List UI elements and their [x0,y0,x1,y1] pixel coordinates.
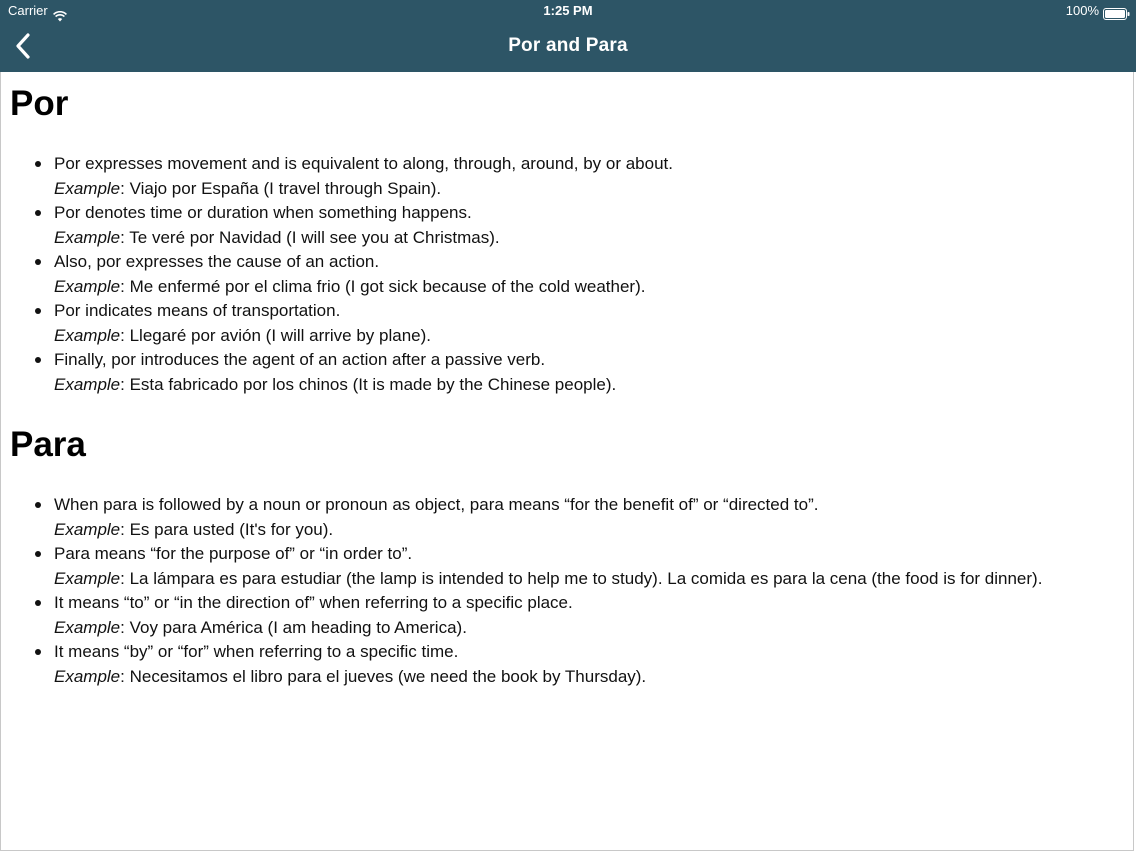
header [0,0,1136,72]
clock: 1:25 PM [543,3,593,18]
navigation-bar [0,22,1136,72]
example-label: Example [54,374,121,394]
list-item [1,348,1133,397]
example-label: Example [54,519,121,539]
list-item [1,201,1133,250]
example-text: : Me enfermé por el clima frio (I got sick because of the cold weather). [120,276,646,296]
rule-text: Por expresses movement and is equivalent to along, through, around, by or about. [54,154,673,173]
rule-text: Por denotes time or duration when something happens. [54,203,472,222]
example-text: : Esta fabricado por los chinos (It is made by the Chinese people). [120,374,617,394]
example-label: Example [54,617,121,637]
battery-group [1066,0,1130,22]
rule-text: When para is followed by a noun or pronoun as object, para means “for the benefit of” or “directed to”. [54,495,819,514]
example-label: Example [54,276,121,296]
status-bar [0,0,1136,22]
rule-text: It means “by” or “for” when referring to a specific time. [54,642,459,661]
section-para [1,397,1133,689]
example-text: : Es para usted (It's for you). [120,519,334,539]
example-label: Example [54,178,121,198]
section-por [1,72,1133,397]
example-label: Example [54,568,121,588]
list-item [1,299,1133,348]
example-label: Example [54,666,121,686]
example-text: : Voy para América (I am heading to America). [120,617,467,637]
example-line [54,373,1133,398]
example-line [54,518,1133,543]
example-text: : Viajo por España (I travel through Spain). [120,178,442,198]
example-text: : Necesitamos el libro para el jueves (we need the book by Thursday). [120,666,647,686]
rule-text: Por indicates means of transportation. [54,301,341,320]
example-line [54,665,1133,690]
example-line [54,616,1133,641]
battery-percent: 100% [1065,3,1099,18]
example-label: Example [54,325,121,345]
example-line [54,226,1133,251]
list-item [1,591,1133,640]
carrier-label: Carrier [8,3,48,18]
rule-text: Para means “for the purpose of” or “in order to”. [54,544,413,563]
example-text: : La lámpara es para estudiar (the lamp is intended to help me to study). La comida es para la cena (the food is for dinner). [120,568,1043,588]
section-heading-por: Por [10,84,69,123]
example-line [54,275,1133,300]
example-text: : Llegaré por avión (I will arrive by plane). [120,325,432,345]
example-line [54,567,1133,592]
list-item [1,542,1133,591]
example-line [54,177,1133,202]
example-text: : Te veré por Navidad (I will see you at Christmas). [120,227,500,247]
list-item [1,493,1133,542]
rule-text: Also, por expresses the cause of an action. [54,252,380,271]
content-area [0,72,1134,851]
para-list [1,493,1133,689]
por-list [1,152,1133,397]
rule-text: Finally, por introduces the agent of an action after a passive verb. [54,350,546,369]
list-item [1,152,1133,201]
example-line [54,324,1133,349]
section-heading-para: Para [10,425,86,464]
page-title: Por and Para [508,35,628,56]
example-label: Example [54,227,121,247]
list-item [1,640,1133,689]
battery-icon [1103,5,1130,17]
rule-text: It means “to” or “in the direction of” when referring to a specific place. [54,593,573,612]
list-item [1,250,1133,299]
